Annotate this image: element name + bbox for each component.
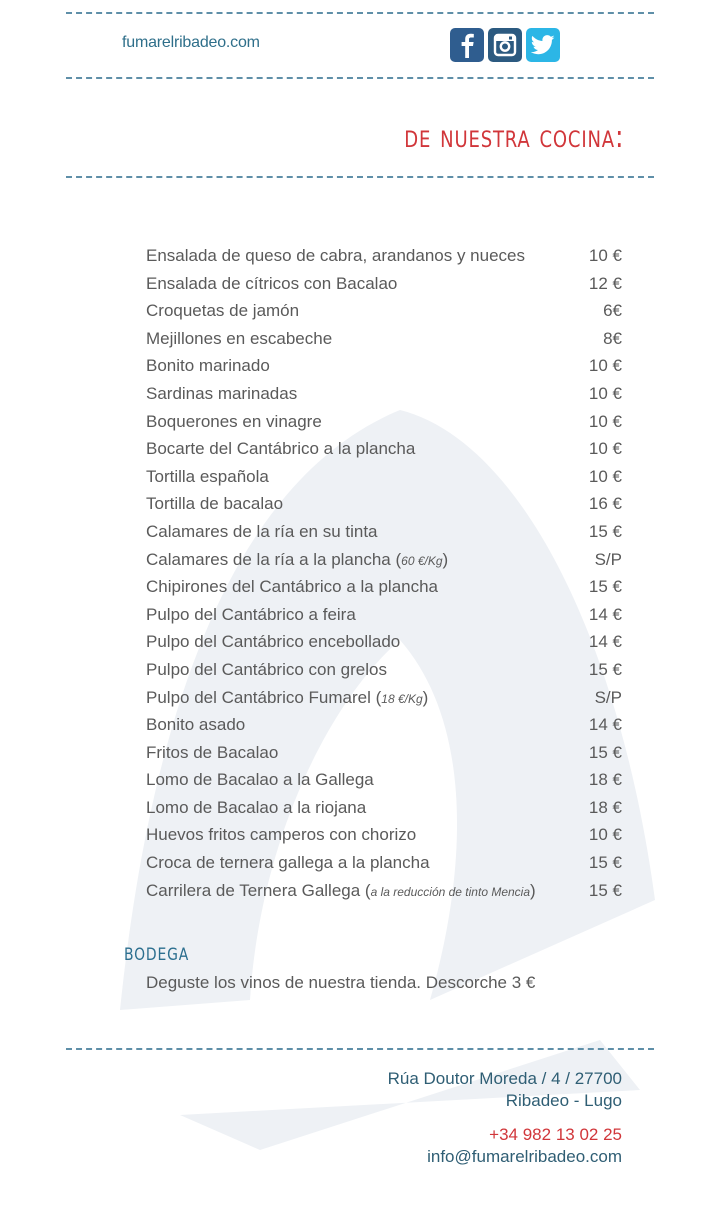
menu-item-label: Pulpo del Cantábrico encebollado [146,632,401,652]
menu-item-name [146,825,416,845]
menu-item-label: Tortilla de bacalao [146,494,284,514]
menu-item-price: 10 € [588,246,622,265]
menu-item-price: 15 € [588,742,622,762]
menu-item [146,770,622,798]
address-line-2: Ribadeo - Lugo [505,1091,622,1110]
menu-item-price: 16 € [588,494,622,514]
menu-item-name: Pulpo del Cantábrico Fumarel (18 €/Kg) [146,687,429,707]
social-links [450,28,560,62]
menu-item-label: Calamares de la ría en su tinta [146,521,378,541]
menu-item-label: Lomo de Bacalao a la riojana [146,797,367,817]
website-link[interactable]: fumarelribadeo.com [122,34,260,51]
menu-item-price: 14 € [588,604,622,624]
menu-item [146,798,622,826]
menu-item-name [146,660,387,680]
menu-item-label: Fritos de Bacalao [146,742,279,762]
menu-item-label: Bonito asado [146,715,246,735]
menu-item [146,577,622,605]
menu-item-label: Bocarte del Cantábrico a la plancha [146,439,416,459]
menu-item-price: 10 € [588,383,622,403]
menu-item-price: 15 € [588,659,622,679]
menu-item [146,660,622,688]
menu-item-name: Carrilera de Ternera Gallega (a la reducción de tinto Mencia) [146,880,536,900]
menu-item-label: Bonito marinado [146,356,270,376]
menu-item-price: 10 € [588,439,622,459]
instagram-icon [493,33,517,57]
menu-item-label: Huevos fritos camperos con chorizo [146,825,417,845]
menu-item-name [146,494,283,514]
menu-item-name [146,274,397,294]
menu-item [146,412,622,440]
divider-top [66,12,654,14]
menu-item-label: Pulpo del Cantábrico con grelos [146,659,387,679]
menu-item-price: 6€ [603,301,622,321]
menu-item-price: 18 € [588,770,622,790]
menu-item-name [146,301,299,321]
menu-item [146,467,622,495]
menu-item-price: 15 € [588,521,622,541]
menu-item-price: 10 € [588,356,622,376]
menu-item-price: 8€ [603,328,622,348]
divider-footer [66,1048,654,1050]
menu-item-name [146,522,378,542]
menu-item-note: 18 €/Kg [381,691,423,706]
menu-item [146,246,622,274]
menu-item-label: Tortilla española [146,466,269,486]
menu-item-label: Calamares de la ría a la plancha [146,549,391,569]
divider-header [66,77,654,79]
contact-info [388,1068,622,1168]
menu-item-name [146,577,438,597]
menu-item [146,274,622,302]
menu-item [146,605,622,633]
menu-item-name: Calamares de la ría a la plancha (60 €/Kg) [146,549,449,569]
menu-item-name [146,798,366,818]
menu-item [146,384,622,412]
menu-item-price: 15 € [588,880,622,900]
menu-item-name [146,246,525,266]
menu-item [146,522,622,550]
menu-item-name [146,356,270,376]
menu-item-name [146,384,297,404]
menu-item [146,439,622,467]
menu-item-label: Sardinas marinadas [146,383,298,403]
menu-item [146,881,622,909]
bodega-title: bodega [124,938,190,966]
menu-item-label: Pulpo del Cantábrico a feira [146,604,356,624]
menu-item [146,494,622,522]
menu-item-name [146,467,269,487]
menu-item-label: Carrilera de Ternera Gallega [146,880,361,900]
menu-item-label: Croquetas de jamón [146,301,300,321]
menu-item [146,356,622,384]
menu-item-label: Chipirones del Cantábrico a la plancha [146,577,439,597]
menu-item-label: Boquerones en vinagre [146,411,322,431]
menu-item [146,301,622,329]
menu-item-price: 15 € [588,577,622,597]
menu-item-price: S/P [594,687,622,707]
menu-item-label: Mejillones en escabeche [146,328,333,348]
bodega-text: Deguste los vinos de nuestra tienda. Descorche 3 € [146,973,536,992]
twitter-icon [531,34,555,56]
menu-item-name [146,605,356,625]
menu-item-price: 12 € [588,273,622,293]
menu-item-note: a la reducción de tinto Mencia [370,884,531,899]
menu-item-price: 14 € [588,632,622,652]
menu-item [146,743,622,771]
menu-item-name [146,853,430,873]
menu-item [146,853,622,881]
menu-item [146,825,622,853]
instagram-button[interactable] [488,28,522,62]
menu-item-price: 15 € [588,853,622,873]
menu-item-price: 10 € [588,411,622,431]
menu-item-name [146,632,400,652]
menu-item-note: 60 €/Kg [401,553,443,568]
menu-item [146,550,622,578]
menu-item-name [146,412,322,432]
menu-item-label: Ensalada de queso de cabra, arandanos y nueces [146,246,525,265]
facebook-button[interactable] [450,28,484,62]
twitter-button[interactable] [526,28,560,62]
menu-item-price: 10 € [588,825,622,845]
menu-list [146,246,622,908]
email-link[interactable]: info@fumarelribadeo.com [427,1147,622,1166]
phone-number[interactable]: +34 982 13 02 25 [489,1125,622,1144]
menu-item-name [146,329,332,349]
section-title: de nuestra cocina: [403,119,624,155]
menu-item [146,329,622,357]
menu-item [146,632,622,660]
menu-item-name [146,743,278,763]
divider-section [66,176,654,178]
menu-item-name [146,715,245,735]
menu-item-name [146,439,415,459]
menu-item-price: 14 € [588,715,622,735]
menu-item-label: Croca de ternera gallega a la plancha [146,853,430,873]
menu-item [146,715,622,743]
menu-item-label: Ensalada de cítricos con Bacalao [146,273,398,293]
menu-item-price: 18 € [588,797,622,817]
menu-item-price: 10 € [588,466,622,486]
menu-item-label: Lomo de Bacalao a la Gallega [146,770,374,790]
facebook-icon [457,32,477,58]
menu-item-label: Pulpo del Cantábrico Fumarel [146,687,371,707]
menu-item-price: S/P [594,549,622,569]
menu-item [146,688,622,716]
address-line-1: Rúa Doutor Moreda / 4 / 27700 [387,1069,622,1088]
menu-item-name [146,770,374,790]
